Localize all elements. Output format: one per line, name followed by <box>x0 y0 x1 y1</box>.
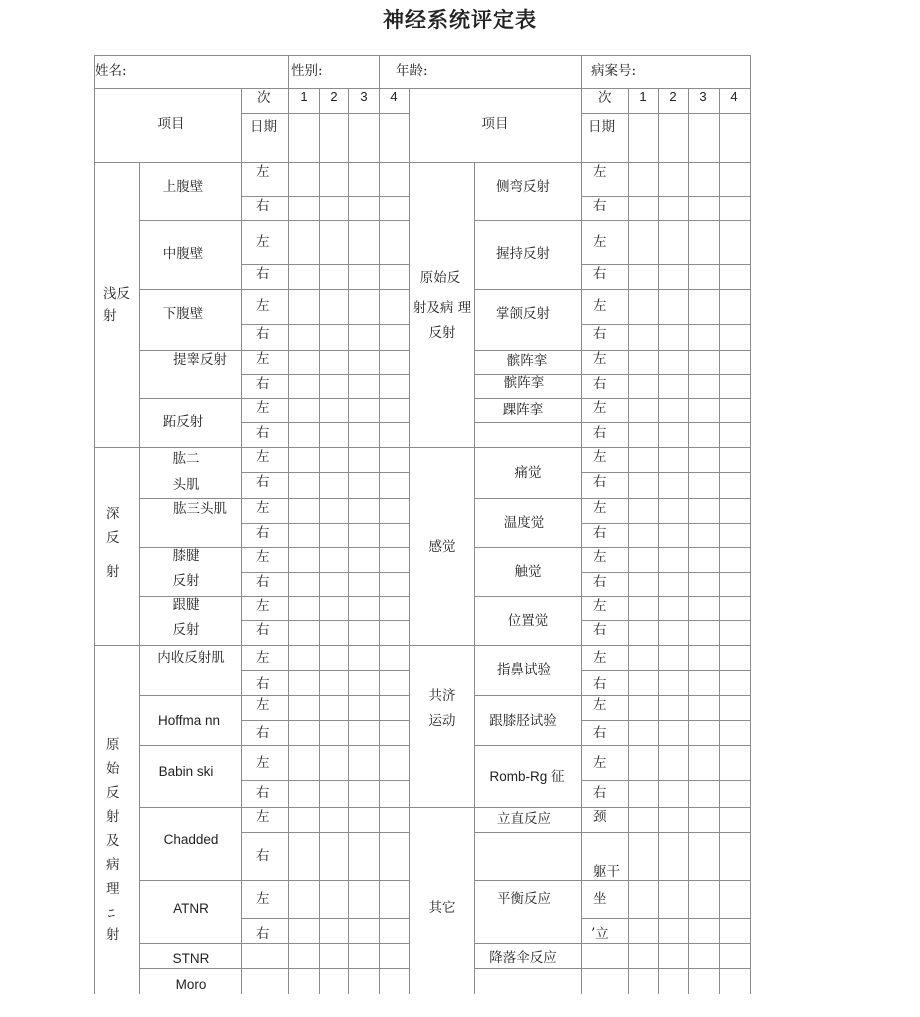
grid-line-h <box>474 695 582 696</box>
grid-line-v <box>288 55 289 88</box>
grid-line-v <box>348 88 349 994</box>
item-grasp: 握持反射 <box>496 246 550 262</box>
grid-line-h <box>241 943 410 944</box>
grid-line-v <box>379 88 380 994</box>
grid-line-v <box>409 88 410 994</box>
grid-line-h <box>474 832 582 833</box>
grid-line-h <box>474 350 582 351</box>
side-right-left: 右 <box>256 425 270 441</box>
grid-line-h <box>139 398 242 399</box>
grid-line-h <box>241 220 410 221</box>
side-right-left: 右 <box>256 266 270 282</box>
grid-line-h <box>241 572 410 573</box>
side-left-right: 左 <box>593 598 607 614</box>
grid-line-h <box>581 880 751 881</box>
grid-line-h <box>474 807 582 808</box>
side-right-left: 右 <box>256 622 270 638</box>
grid-line-h <box>139 695 242 696</box>
grid-line-h <box>581 113 751 114</box>
grid-line-h <box>241 447 410 448</box>
item-moro: Moro <box>175 977 207 992</box>
side-left-right: 左 <box>593 164 607 180</box>
side-left-left: 左 <box>256 598 270 614</box>
group-deep-reflex-char: 射 <box>106 564 120 580</box>
side-right-right: 右 <box>593 725 607 741</box>
side-left-right: 左 <box>593 549 607 565</box>
group-sensory: 感觉 <box>428 539 456 555</box>
side-right-right: 右 <box>593 266 607 282</box>
grid-line-h <box>581 695 751 696</box>
item-adductor: 内收反射肌 <box>157 650 225 666</box>
grid-line-v <box>628 88 629 994</box>
grid-line-h <box>581 220 751 221</box>
grid-line-h <box>139 745 242 746</box>
grid-line-h <box>474 968 582 969</box>
grid-line-h <box>581 498 751 499</box>
grid-line-h <box>241 620 410 621</box>
side-right-left: 右 <box>256 725 270 741</box>
grid-line-h <box>474 880 582 881</box>
grid-line-h <box>581 832 751 833</box>
grid-line-h <box>241 745 410 746</box>
grid-line-h <box>581 620 751 621</box>
group-primitive-right-1: 原始反 <box>419 270 461 286</box>
grid-line-h <box>139 645 242 646</box>
item-romberg: Romb-Rg 征 <box>489 769 565 784</box>
item-middle_abdominal: 中腹壁 <box>162 246 204 262</box>
grid-line-h <box>241 374 410 375</box>
name-label: 姓名: <box>95 63 127 79</box>
grid-line-h <box>409 807 475 808</box>
grid-line-h <box>139 447 242 448</box>
grid-line-h <box>139 220 242 221</box>
side-left-right: 左 <box>593 697 607 713</box>
session-number-left: 4 <box>390 89 398 104</box>
grid-line-h <box>241 196 410 197</box>
item-pain: 痛觉 <box>514 465 542 481</box>
item-header-right: 项目 <box>481 116 509 132</box>
session-number-right: 2 <box>669 89 677 104</box>
side-left-left: 左 <box>256 298 270 314</box>
grid-line-h <box>581 264 751 265</box>
side-left-left: 左 <box>256 755 270 771</box>
item-palmomental: 掌颌反射 <box>496 306 550 322</box>
grid-line-h <box>241 968 410 969</box>
grid-line-h <box>581 447 751 448</box>
group-primitive-pathologic-char: 病 <box>106 857 120 873</box>
grid-line-h <box>139 289 242 290</box>
grid-line-v <box>581 88 582 994</box>
side-right-right: 右 <box>593 622 607 638</box>
group-superficial-reflex: 浅反射 <box>103 286 130 324</box>
grid-line-h <box>241 324 410 325</box>
item-atnr: ATNR <box>173 901 209 916</box>
item-balance: 平衡反应 <box>497 891 551 907</box>
grid-line-v <box>241 88 242 994</box>
side-right-left: 右 <box>256 198 270 214</box>
item-cremaster: 提睾反射 <box>173 352 227 368</box>
date-header-right: 日期 <box>588 119 615 135</box>
grid-line-h <box>139 880 242 881</box>
grid-line-h <box>139 968 242 969</box>
group-primitive-glitch: ﾆ <box>108 906 115 921</box>
side-right-right: 右 <box>593 376 607 392</box>
other-stand: ’立 <box>591 926 609 942</box>
side-right-right: 右 <box>593 574 607 590</box>
other-neck: 颈 <box>593 809 607 825</box>
grid-line-h <box>581 196 751 197</box>
item-clonus_2: 髌阵挛 <box>503 375 545 391</box>
grid-line-h <box>474 547 582 548</box>
grid-line-v <box>319 88 320 994</box>
grid-line-h <box>241 398 410 399</box>
item-touch: 触觉 <box>514 564 542 580</box>
grid-line-v <box>288 88 289 994</box>
grid-line-h <box>581 547 751 548</box>
grid-line-h <box>139 498 242 499</box>
item-righting: 立直反应 <box>497 811 551 827</box>
item-knee_1: 膝腱 <box>172 548 200 564</box>
grid-line-h <box>94 447 140 448</box>
side-right-left: 右 <box>256 785 270 801</box>
age-label: 年龄: <box>396 63 428 79</box>
item-stnr: STNR <box>172 951 210 966</box>
grid-line-h <box>241 832 410 833</box>
item-triceps: 肱三头肌 <box>173 501 227 517</box>
group-other: 其它 <box>428 900 456 916</box>
side-left-left: 左 <box>256 650 270 666</box>
group-primitive-pathologic-char: 及 <box>106 833 120 849</box>
table-border-left <box>94 55 95 994</box>
other-trunk: 躯干 <box>593 864 620 880</box>
grid-line-h <box>241 780 410 781</box>
group-primitive-pathologic-char: 理 <box>106 881 120 897</box>
grid-line-v <box>379 55 380 88</box>
side-left-left: 左 <box>256 891 270 907</box>
grid-line-h <box>241 645 410 646</box>
item-heel_knee: 跟膝胫试验 <box>489 713 557 729</box>
grid-line-h <box>241 547 410 548</box>
side-right-right: 右 <box>593 425 607 441</box>
side-left-right: 左 <box>593 351 607 367</box>
grid-line-h <box>581 968 751 969</box>
item-ankle_clonus: 踝阵挛 <box>502 402 544 418</box>
session-number-left: 2 <box>330 89 338 104</box>
grid-line-h <box>94 162 751 163</box>
page-title: 神经系统评定表 <box>383 7 537 32</box>
side-right-left: 右 <box>256 574 270 590</box>
grid-line-v <box>658 88 659 994</box>
grid-line-h <box>241 918 410 919</box>
grid-line-h <box>241 670 410 671</box>
grid-line-v <box>719 88 720 994</box>
group-primitive-right-3: 反射 <box>428 325 456 341</box>
grid-line-v <box>688 88 689 994</box>
item-position: 位置觉 <box>507 613 549 629</box>
grid-line-h <box>241 422 410 423</box>
side-right-right: 右 <box>593 525 607 541</box>
side-left-left: 左 <box>256 809 270 825</box>
grid-line-h <box>241 807 410 808</box>
item-biceps_2: 头肌 <box>172 477 200 493</box>
side-right-left: 右 <box>256 926 270 942</box>
item-lateral_flexion: 侧弯反射 <box>496 179 550 195</box>
group-primitive-right-2: 射及病 理 <box>412 300 472 316</box>
side-left-left: 左 <box>256 500 270 516</box>
side-left-left: 左 <box>256 164 270 180</box>
session-number-left: 3 <box>360 89 368 104</box>
grid-line-h <box>474 422 582 423</box>
grid-line-h <box>581 350 751 351</box>
item-chaddock: Chadded <box>163 832 219 847</box>
grid-line-v <box>474 162 475 994</box>
side-right-right: 右 <box>593 785 607 801</box>
grid-line-h <box>241 596 410 597</box>
side-right-right: 右 <box>593 326 607 342</box>
side-right-left: 右 <box>256 326 270 342</box>
group-deep-reflex-char: 深 <box>106 506 120 522</box>
grid-line-h <box>241 523 410 524</box>
item-header-left: 项目 <box>157 116 185 132</box>
side-left-left: 左 <box>256 449 270 465</box>
group-coordination-1: 共济 <box>428 688 456 704</box>
grid-line-h <box>581 289 751 290</box>
side-right-right: 右 <box>593 474 607 490</box>
sex-label: 性别: <box>291 63 323 79</box>
grid-line-h <box>474 498 582 499</box>
grid-line-h <box>474 220 582 221</box>
session-number-left: 1 <box>300 89 308 104</box>
grid-line-h <box>241 720 410 721</box>
grid-line-h <box>241 498 410 499</box>
side-left-left: 左 <box>256 697 270 713</box>
side-left-left: 左 <box>256 549 270 565</box>
group-deep-reflex-char: 反 <box>106 530 120 546</box>
side-left-left: 左 <box>256 351 270 367</box>
grid-line-h <box>581 523 751 524</box>
item-upper_abdominal: 上腹壁 <box>162 179 204 195</box>
group-primitive-pathologic-char: 射 <box>106 809 120 825</box>
table-border-top <box>94 55 751 56</box>
side-left-right: 左 <box>593 234 607 250</box>
item-achilles_1: 跟腱 <box>172 597 200 613</box>
grid-line-h <box>581 720 751 721</box>
grid-line-h <box>474 447 582 448</box>
grid-line-h <box>581 422 751 423</box>
grid-line-h <box>581 472 751 473</box>
grid-line-h <box>581 670 751 671</box>
grid-line-h <box>241 264 410 265</box>
grid-line-h <box>581 918 751 919</box>
grid-line-h <box>581 780 751 781</box>
grid-line-h <box>581 572 751 573</box>
grid-line-h <box>139 350 242 351</box>
session-number-right: 1 <box>639 89 647 104</box>
item-hoffmann: Hoffma nn <box>157 713 221 728</box>
session-number-right: 3 <box>699 89 707 104</box>
side-right-left: 右 <box>256 848 270 864</box>
grid-line-h <box>581 596 751 597</box>
grid-line-h <box>581 374 751 375</box>
grid-line-h <box>581 398 751 399</box>
side-left-right: 左 <box>593 500 607 516</box>
side-left-right: 左 <box>593 400 607 416</box>
grid-line-v <box>139 162 140 994</box>
grid-line-h <box>409 645 475 646</box>
side-left-left: 左 <box>256 234 270 250</box>
item-lower_abdominal: 下腹壁 <box>162 306 204 322</box>
grid-line-h <box>474 596 582 597</box>
grid-line-h <box>581 745 751 746</box>
grid-line-h <box>139 943 242 944</box>
side-left-right: 左 <box>593 449 607 465</box>
grid-line-h <box>139 807 242 808</box>
side-right-right: 右 <box>593 676 607 692</box>
side-left-right: 左 <box>593 298 607 314</box>
grid-line-h <box>474 645 582 646</box>
item-knee_2: 反射 <box>172 573 200 589</box>
grid-line-h <box>474 398 582 399</box>
group-primitive-last: 射 <box>106 927 120 943</box>
side-right-left: 右 <box>256 474 270 490</box>
grid-line-h <box>241 695 410 696</box>
side-left-right: 左 <box>593 755 607 771</box>
group-coordination-2: 运动 <box>428 713 456 729</box>
session-number-right: 4 <box>730 89 738 104</box>
item-finger_nose: 指鼻试验 <box>497 662 551 678</box>
item-parachute: 降落伞反应 <box>489 950 557 966</box>
grid-line-h <box>241 113 410 114</box>
times-header-right: 次 <box>598 90 612 106</box>
side-right-left: 右 <box>256 525 270 541</box>
grid-line-h <box>474 745 582 746</box>
grid-line-h <box>474 289 582 290</box>
item-achilles_2: 反射 <box>172 622 200 638</box>
case-number-label: 病案号: <box>591 63 637 79</box>
grid-line-h <box>474 943 582 944</box>
side-left-left: 左 <box>256 400 270 416</box>
grid-line-h <box>241 472 410 473</box>
group-primitive-pathologic-char: 反 <box>106 785 120 801</box>
grid-line-v <box>581 55 582 88</box>
item-biceps_1: 肱二 <box>172 451 200 467</box>
grid-line-h <box>581 645 751 646</box>
grid-line-h <box>94 88 751 89</box>
side-right-left: 右 <box>256 676 270 692</box>
side-right-right: 右 <box>593 198 607 214</box>
grid-line-h <box>94 645 140 646</box>
grid-line-h <box>241 289 410 290</box>
grid-line-h <box>581 807 751 808</box>
side-right-left: 右 <box>256 376 270 392</box>
grid-line-h <box>241 880 410 881</box>
item-clonus_1: 髌阵挛 <box>506 353 548 369</box>
grid-line-h <box>409 447 475 448</box>
grid-line-h <box>581 943 751 944</box>
grid-line-h <box>581 324 751 325</box>
item-plantar: 跖反射 <box>162 414 204 430</box>
side-left-right: 左 <box>593 650 607 666</box>
item-temperature: 温度觉 <box>503 515 545 531</box>
group-primitive-pathologic-char: 始 <box>106 761 120 777</box>
other-sit: 坐 <box>593 891 607 907</box>
item-babinski: Babin ski <box>158 764 214 779</box>
times-header-left: 次 <box>257 90 271 106</box>
group-primitive-pathologic-char: 原 <box>106 737 120 753</box>
date-header-left: 日期 <box>250 119 277 135</box>
